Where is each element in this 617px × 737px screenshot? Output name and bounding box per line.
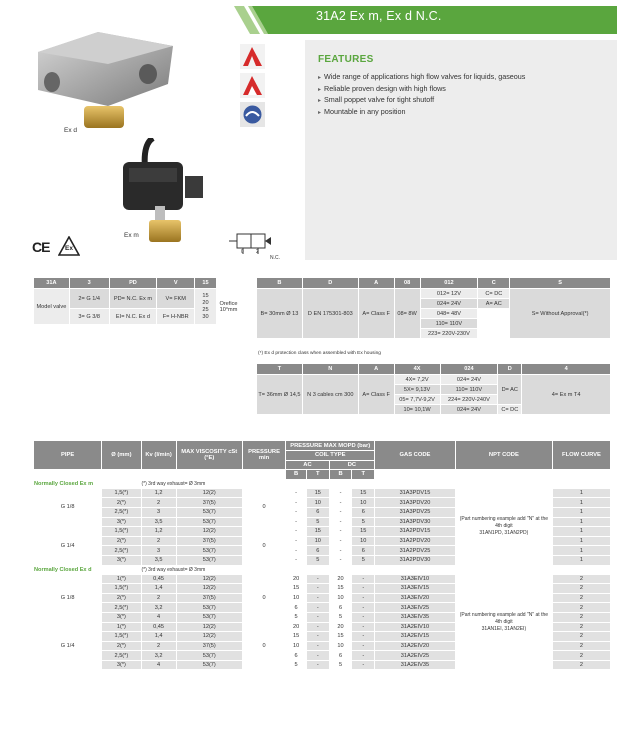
mopd-ac-b-cell: -: [286, 507, 307, 517]
code1-cell: 3= G 3/8: [69, 309, 109, 325]
gas-code-cell: 31A3PDV30: [375, 517, 456, 527]
gas-code-cell: 31A3EIV25: [375, 603, 456, 613]
features-list: [318, 72, 525, 118]
section-band-title: Normally Closed Ex m: [34, 479, 142, 488]
col-header-dc-t: T: [352, 470, 375, 480]
col-header-dc: DC: [329, 460, 374, 470]
code2-d: D EN 175301-803: [302, 289, 358, 339]
code2-s: S= Without Approval(*): [510, 289, 611, 339]
exm-section: [34, 479, 611, 565]
diameter-cell: 2(*): [102, 641, 141, 651]
gas-code-cell: 31A3EIV20: [375, 593, 456, 603]
gas-code-cell: 31A3EIV10: [375, 574, 456, 584]
pipe-cell: G 1/4: [34, 622, 102, 670]
viscosity-cell: 12(2): [176, 488, 242, 498]
col-header-flow: FLOW CURVE: [552, 441, 610, 470]
gas-code-cell: 31A2PDV20: [375, 536, 456, 546]
mopd-dc-b-cell: -: [329, 536, 352, 546]
col-header-ac-b: B: [286, 470, 307, 480]
mopd-ac-b-cell: 6: [286, 603, 307, 613]
flow-curve-cell: 1: [552, 536, 610, 546]
mopd-ac-t-cell: -: [306, 603, 329, 613]
viscosity-cell: 12(2): [176, 584, 242, 594]
mopd-dc-b-cell: -: [329, 527, 352, 537]
mopd-dc-b-cell: -: [329, 498, 352, 508]
kv-cell: 3,5: [141, 555, 176, 565]
code2-header: A: [358, 278, 394, 289]
col-header-gas: GAS CODE: [375, 441, 456, 470]
pressure-min-cell: 0: [242, 488, 285, 526]
diameter-cell: 2,5(*): [102, 546, 141, 556]
flow-curve-cell: 2: [552, 632, 610, 642]
pipe-cell: G 1/4: [34, 527, 102, 565]
npt-example: 31AN1PD, 31AN2PD): [479, 530, 529, 537]
code3-header: D: [498, 364, 522, 375]
code3-v: 024= 24V: [440, 405, 498, 415]
mopd-ac-b-cell: 10: [286, 641, 307, 651]
code3-header: 4X: [394, 364, 440, 375]
col-header-dia: Ø (mm): [102, 441, 141, 470]
code3-cdc: C= DC: [498, 405, 522, 415]
mopd-ac-t-cell: 6: [306, 507, 329, 517]
code3-w: 5X= 9,13V: [394, 385, 440, 395]
code2-header: D: [302, 278, 358, 289]
gas-code-cell: 31A3EIV35: [375, 612, 456, 622]
mopd-dc-t-cell: 6: [352, 507, 375, 517]
mopd-ac-t-cell: 15: [306, 527, 329, 537]
code3-header: N: [302, 364, 358, 375]
diameter-cell: 2(*): [102, 536, 141, 546]
kv-cell: 0,45: [141, 622, 176, 632]
pressure-min-cell: 0: [242, 622, 285, 670]
flow-curve-cell: 1: [552, 546, 610, 556]
diameter-cell: 3(*): [102, 517, 141, 527]
gas-code-cell: 31A2EIV15: [375, 632, 456, 642]
viscosity-cell: 53(7): [176, 612, 242, 622]
table-row: [34, 574, 611, 584]
code2-volt: 024= 24V: [420, 299, 478, 309]
diameter-cell: 1,5(*): [102, 527, 141, 537]
diameter-cell: 1,5(*): [102, 488, 141, 498]
exd-section: [34, 565, 611, 670]
code3-w: 05= 7,7V-9,2V: [394, 395, 440, 405]
section-band-title: Normally Closed Ex d: [34, 565, 142, 574]
mopd-ac-b-cell: 15: [286, 584, 307, 594]
pressure-min-cell: 0: [242, 527, 285, 565]
viscosity-cell: 37(5): [176, 641, 242, 651]
viscosity-cell: 12(2): [176, 527, 242, 537]
col-header-dc-b: B: [329, 470, 352, 480]
exd-caption: Ex d: [64, 127, 78, 134]
exhaust-note: (*) 3rd way exhaust= Ø 3mm: [141, 479, 610, 488]
mopd-dc-t-cell: -: [352, 632, 375, 642]
gas-code-cell: 31A3PDV25: [375, 507, 456, 517]
col-header-ac-t: T: [306, 470, 329, 480]
mopd-ac-t-cell: -: [306, 651, 329, 661]
mopd-dc-t-cell: -: [352, 603, 375, 613]
mopd-ac-t-cell: -: [306, 622, 329, 632]
mopd-dc-b-cell: -: [329, 546, 352, 556]
flow-curve-cell: 1: [552, 488, 610, 498]
code1-cell: F= H-NBR: [157, 309, 195, 325]
col-header-visc: MAX VISCOSITY cSt (°E): [176, 441, 242, 470]
page-title: 31A2 Ex m, Ex d N.C.: [316, 9, 442, 23]
flow-curve-cell: 1: [552, 517, 610, 527]
mopd-ac-b-cell: 20: [286, 622, 307, 632]
code3-v: 024= 24V: [440, 375, 498, 385]
diameter-cell: 1,5(*): [102, 584, 141, 594]
mopd-ac-b-cell: -: [286, 488, 307, 498]
mopd-dc-b-cell: -: [329, 507, 352, 517]
code2-header: C: [478, 278, 510, 289]
flow-curve-cell: 2: [552, 603, 610, 613]
code3-last: 4= Ex m T4: [522, 375, 611, 415]
viscosity-cell: 53(7): [176, 603, 242, 613]
diameter-cell: 2,5(*): [102, 507, 141, 517]
kv-cell: 3,2: [141, 603, 176, 613]
flow-curve-cell: 1: [552, 555, 610, 565]
mopd-dc-t-cell: 15: [352, 527, 375, 537]
atex-logo-icon: [240, 73, 265, 98]
mopd-dc-b-cell: 6: [329, 651, 352, 661]
diameter-cell: 2,5(*): [102, 603, 141, 613]
mopd-ac-b-cell: 5: [286, 612, 307, 622]
flow-curve-cell: 2: [552, 651, 610, 661]
code2-w: 08= 8W: [394, 289, 420, 339]
viscosity-cell: 53(7): [176, 546, 242, 556]
kv-cell: 1,2: [141, 488, 176, 498]
kv-cell: 0,45: [141, 574, 176, 584]
mopd-dc-b-cell: 15: [329, 632, 352, 642]
mopd-dc-b-cell: -: [329, 488, 352, 498]
diameter-cell: 2,5(*): [102, 651, 141, 661]
mopd-ac-t-cell: -: [306, 641, 329, 651]
kv-cell: 2: [141, 498, 176, 508]
mopd-dc-t-cell: 5: [352, 517, 375, 527]
features-title: FEATURES: [318, 54, 374, 65]
flow-curve-cell: 1: [552, 507, 610, 517]
mopd-ac-t-cell: 6: [306, 546, 329, 556]
mopd-dc-t-cell: -: [352, 641, 375, 651]
code3-v: 224= 220V-240V: [440, 395, 498, 405]
viscosity-cell: 37(5): [176, 536, 242, 546]
col-header-npt: NPT CODE: [455, 441, 552, 470]
code2-volt: 012= 12V: [420, 289, 478, 299]
code3-dac: D= AC: [498, 375, 522, 405]
pipe-cell: G 1/8: [34, 574, 102, 622]
col-header-pipe: PIPE: [34, 441, 102, 470]
mopd-ac-b-cell: 10: [286, 593, 307, 603]
viscosity-cell: 53(7): [176, 507, 242, 517]
ce-mark: CE: [32, 239, 50, 255]
viscosity-cell: 12(2): [176, 622, 242, 632]
table-row: [34, 488, 611, 498]
valve-symbol-port-1: 0: [241, 249, 244, 255]
viscosity-cell: 12(2): [176, 632, 242, 642]
mopd-dc-b-cell: 6: [329, 603, 352, 613]
main-spec-table: [33, 440, 611, 670]
code1-orifice: Orefice 10°mm: [216, 289, 240, 325]
code1-header: PD: [109, 278, 157, 289]
pressure-min-cell: 0: [242, 574, 285, 622]
kv-cell: 4: [141, 660, 176, 670]
mopd-dc-b-cell: 10: [329, 641, 352, 651]
mopd-dc-b-cell: -: [329, 555, 352, 565]
mopd-dc-t-cell: 10: [352, 498, 375, 508]
kv-cell: 1,4: [141, 584, 176, 594]
mopd-dc-b-cell: 20: [329, 574, 352, 584]
kv-cell: 2: [141, 593, 176, 603]
mopd-dc-t-cell: 15: [352, 488, 375, 498]
code2-ac: A= AC: [478, 299, 510, 309]
mopd-ac-b-cell: -: [286, 546, 307, 556]
code2-volt: 110= 110V: [420, 319, 478, 329]
kv-cell: 4: [141, 612, 176, 622]
mopd-ac-b-cell: -: [286, 536, 307, 546]
viscosity-cell: 37(5): [176, 593, 242, 603]
flow-curve-cell: 2: [552, 660, 610, 670]
exm-caption: Ex m: [124, 232, 139, 239]
mopd-ac-t-cell: -: [306, 660, 329, 670]
kv-cell: 2: [141, 536, 176, 546]
mopd-ac-b-cell: 15: [286, 632, 307, 642]
mopd-dc-b-cell: -: [329, 517, 352, 527]
col-header-kv: Kv (l/min): [141, 441, 176, 470]
mopd-ac-b-cell: -: [286, 517, 307, 527]
code2-b: B= 30mm Ø 13: [257, 289, 303, 339]
gas-code-cell: 31A2PDV30: [375, 555, 456, 565]
feature-item: ▸ Reliable proven design with high flows: [318, 84, 525, 96]
flow-curve-cell: 1: [552, 498, 610, 508]
mopd-dc-t-cell: -: [352, 651, 375, 661]
gas-code-cell: 31A3PDV15: [375, 488, 456, 498]
npt-code-cell: [455, 488, 552, 565]
viscosity-cell: 37(5): [176, 498, 242, 508]
npt-note: (Part numbering example add "N" at the 4th digit: [459, 516, 549, 530]
code1-header: 31A: [34, 278, 70, 289]
code3-a: A= Class F: [358, 375, 394, 415]
code1-header: V: [157, 278, 195, 289]
mopd-dc-t-cell: -: [352, 622, 375, 632]
gas-code-cell: 31A2EIV25: [375, 651, 456, 661]
mopd-ac-b-cell: 20: [286, 574, 307, 584]
kv-cell: 1,2: [141, 527, 176, 537]
kv-cell: 3,2: [141, 651, 176, 661]
viscosity-cell: 53(7): [176, 651, 242, 661]
exhaust-note: (*) 3rd way exhaust= Ø 3mm: [141, 565, 610, 574]
pipe-cell: G 1/8: [34, 488, 102, 526]
flow-curve-cell: 2: [552, 593, 610, 603]
code3-n: N 3 cables cm 300: [302, 375, 358, 415]
mopd-ac-t-cell: -: [306, 632, 329, 642]
viscosity-cell: 12(2): [176, 574, 242, 584]
code2-volt: 223= 220V-230V: [420, 329, 478, 339]
col-header-coil: COIL TYPE: [286, 451, 375, 461]
npt-note: (Part numbering example add "N" at the 4th digit: [459, 611, 549, 625]
code3-v: 110= 110V: [440, 385, 498, 395]
mopd-ac-t-cell: 5: [306, 555, 329, 565]
code2-a: A= Class F: [358, 289, 394, 339]
gas-code-cell: 31A2PDV15: [375, 527, 456, 537]
kv-cell: 3,5: [141, 517, 176, 527]
valve-symbol-port-2: 2: [256, 249, 259, 255]
diameter-cell: 1,5(*): [102, 632, 141, 642]
diameter-cell: 3(*): [102, 555, 141, 565]
viscosity-cell: 53(7): [176, 555, 242, 565]
diameter-cell: 3(*): [102, 660, 141, 670]
code2-header: 08: [394, 278, 420, 289]
mopd-dc-b-cell: 20: [329, 622, 352, 632]
mopd-ac-b-cell: -: [286, 555, 307, 565]
code3-header: 4: [522, 364, 611, 375]
feature-item: ▸ Mountable in any position: [318, 107, 525, 119]
mopd-dc-b-cell: 10: [329, 593, 352, 603]
code-table-coil-n: [256, 363, 611, 415]
mopd-dc-b-cell: 5: [329, 612, 352, 622]
mopd-dc-t-cell: -: [352, 593, 375, 603]
npt-code-cell: [455, 574, 552, 670]
gas-code-cell: 31A2EIV10: [375, 622, 456, 632]
mopd-ac-t-cell: 5: [306, 517, 329, 527]
code1-sizes: 15 20 25 30: [195, 289, 217, 325]
mopd-ac-b-cell: 5: [286, 660, 307, 670]
diameter-cell: 1(*): [102, 622, 141, 632]
code3-header: 024: [440, 364, 498, 375]
mopd-dc-b-cell: 5: [329, 660, 352, 670]
code1-cell: 2= G 1/4: [69, 289, 109, 309]
approval-logo-icon: [240, 102, 265, 127]
code1-cell: V= FKM: [157, 289, 195, 309]
certification-logo-icon: [240, 44, 265, 69]
mopd-ac-t-cell: -: [306, 593, 329, 603]
kv-cell: 1,4: [141, 632, 176, 642]
kv-cell: 2: [141, 641, 176, 651]
mopd-ac-t-cell: -: [306, 584, 329, 594]
flow-curve-cell: 2: [552, 641, 610, 651]
mopd-ac-t-cell: -: [306, 612, 329, 622]
code2-dc: C= DC: [478, 289, 510, 299]
diameter-cell: 1(*): [102, 574, 141, 584]
mopd-ac-t-cell: 10: [306, 536, 329, 546]
flow-curve-cell: 1: [552, 527, 610, 537]
kv-cell: 3: [141, 546, 176, 556]
flow-curve-cell: 2: [552, 612, 610, 622]
code1-model: Model valve: [34, 289, 70, 325]
col-header-mopd: PRESSURE MAX MOPD (bar): [286, 441, 375, 451]
col-header-ac: AC: [286, 460, 329, 470]
col-header-press: PRESSURE min: [242, 441, 285, 470]
diameter-cell: 2(*): [102, 498, 141, 508]
mopd-ac-t-cell: -: [306, 574, 329, 584]
code3-t: T= 36mm Ø 14,5: [257, 375, 303, 415]
feature-item: ▸ Wide range of applications high flow valves for liquids, gaseous: [318, 72, 525, 84]
mopd-dc-t-cell: 6: [352, 546, 375, 556]
diameter-cell: 3(*): [102, 612, 141, 622]
mopd-dc-t-cell: 10: [352, 536, 375, 546]
code1-header: 15: [195, 278, 217, 289]
mopd-ac-b-cell: -: [286, 527, 307, 537]
diameter-cell: 2(*): [102, 593, 141, 603]
viscosity-cell: 53(7): [176, 660, 242, 670]
mopd-dc-t-cell: 5: [352, 555, 375, 565]
code2-header: 012: [420, 278, 478, 289]
npt-example: 31AN1EI, 31AN2EI): [481, 625, 527, 632]
code3-header: A: [358, 364, 394, 375]
code3-w: 4X= 7,2V: [394, 375, 440, 385]
code2-header: S: [510, 278, 611, 289]
mopd-dc-t-cell: -: [352, 660, 375, 670]
mopd-dc-b-cell: 15: [329, 584, 352, 594]
kv-cell: 3: [141, 507, 176, 517]
valve-exd-image: [28, 24, 178, 136]
gas-code-cell: 31A3EIV15: [375, 584, 456, 594]
code1-header: 3: [69, 278, 109, 289]
gas-code-cell: 31A3PDV20: [375, 498, 456, 508]
ex-mark-label: Ex: [65, 245, 73, 252]
header-accent-stripes: [234, 6, 294, 34]
code3-header: T: [257, 364, 303, 375]
gas-code-cell: 31A2EIV20: [375, 641, 456, 651]
code2-header: B: [257, 278, 303, 289]
valve-symbol-caption: N.C.: [270, 255, 280, 261]
exd-protection-note: (*) Ex d protection class when assembled with Ex housing: [258, 351, 381, 356]
mopd-dc-t-cell: -: [352, 574, 375, 584]
mopd-ac-b-cell: -: [286, 498, 307, 508]
mopd-ac-t-cell: 10: [306, 498, 329, 508]
code-table-coil-d: [256, 277, 611, 339]
flow-curve-cell: 2: [552, 574, 610, 584]
code3-w: 10= 10,1W: [394, 405, 440, 415]
flow-curve-cell: 2: [552, 584, 610, 594]
mopd-dc-t-cell: -: [352, 612, 375, 622]
code2-volt: 048= 48V: [420, 309, 478, 319]
flow-curve-cell: 2: [552, 622, 610, 632]
gas-code-cell: 31A2PDV25: [375, 546, 456, 556]
mopd-ac-t-cell: 15: [306, 488, 329, 498]
mopd-ac-b-cell: 6: [286, 651, 307, 661]
code1-cell: PD= N.C. Ex m: [109, 289, 157, 309]
feature-item: ▸ Small poppet valve for tight shutoff: [318, 95, 525, 107]
gas-code-cell: 31A2EIV35: [375, 660, 456, 670]
code1-cell: EI= N.C. Ex d: [109, 309, 157, 325]
mopd-dc-t-cell: -: [352, 584, 375, 594]
viscosity-cell: 53(7): [176, 517, 242, 527]
code-table-model: [33, 277, 241, 325]
